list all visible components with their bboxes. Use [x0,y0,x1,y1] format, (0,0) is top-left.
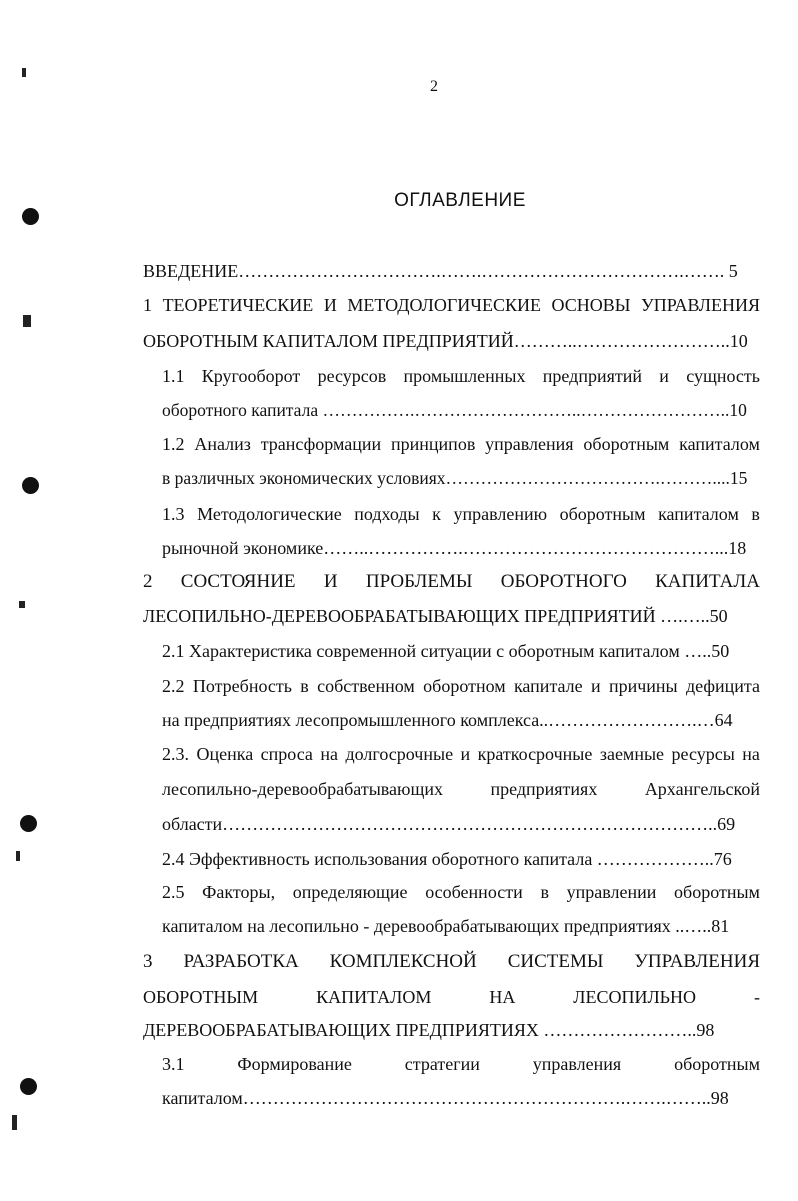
toc-chapter-3-line-3: ДЕРЕВООБРАБАТЫВАЮЩИХ ПРЕДПРИЯТИЯХ ……………………..98 [143,1020,715,1040]
toc-section-2-2-line-2: на предприятиях лесопромышленного комплекса..…………………….…64 [162,710,733,730]
toc-section-3-1-line-1: 3.1 Формирование стратегии управления оборотным [162,1054,760,1074]
scan-mark [19,601,25,608]
toc-section-2-3-line-1: 2.3. Оценка спроса на долгосрочные и краткосрочные заемные ресурсы на [162,744,760,764]
scan-mark [16,851,20,861]
scan-mark [22,68,26,77]
toc-chapter-2-line-1: 2 СОСТОЯНИЕ И ПРОБЛЕМЫ ОБОРОТНОГО КАПИТАЛА [143,571,760,592]
binder-hole [20,1078,37,1095]
toc-section-1-1-line-2: оборотного капитала …………….………………………..……………………..10 [162,400,747,420]
scan-mark [12,1115,17,1130]
page-number: 2 [430,78,438,95]
toc-chapter-2-line-2: ЛЕСОПИЛЬНО-ДЕРЕВООБРАБАТЫВАЮЩИХ ПРЕДПРИЯТИЙ ….…..50 [143,606,728,626]
toc-chapter-3-line-2: ОБОРОТНЫМ КАПИТАЛОМ НА ЛЕСОПИЛЬНО - [143,987,760,1007]
toc-section-2-5-line-2: капиталом на лесопильно - деревообрабатывающих предприятиях ..…..81 [162,916,730,936]
binder-hole [22,477,39,494]
toc-intro: ВВЕДЕНИЕ…………………………….…….…………………………….……. 5 [143,261,738,281]
toc-chapter-1-line-2: ОБОРОТНЫМ КАПИТАЛОМ ПРЕДПРИЯТИЙ………..……………………..10 [143,331,748,351]
binder-hole [20,815,37,832]
scan-mark [23,315,31,327]
toc-section-2-4: 2.4 Эффективность использования оборотного капитала ………………..76 [162,849,732,869]
toc-section-2-2-line-1: 2.2 Потребность в собственном оборотном капитале и причины дефицита [162,676,760,696]
toc-section-1-1-line-1: 1.1 Кругооборот ресурсов промышленных предприятий и сущность [162,366,760,386]
toc-section-2-5-line-1: 2.5 Факторы, определяющие особенности в управлении оборотным [162,882,760,902]
toc-section-1-3-line-2: рыночной экономике……..…………….……………………………………...18 [162,538,747,558]
toc-section-2-3-line-3: области………………………………………………………………………..69 [162,814,736,834]
toc-section-2-3-line-2: лесопильно-деревообрабатывающих предприятиях Архангельской [162,779,760,799]
toc-section-1-2-line-1: 1.2 Анализ трансформации принципов управления оборотным капиталом [162,434,760,454]
toc-section-2-1: 2.1 Характеристика современной ситуации с оборотным капиталом …..50 [162,641,730,661]
toc-chapter-1-line-1: 1 ТЕОРЕТИЧЕСКИЕ И МЕТОДОЛОГИЧЕСКИЕ ОСНОВЫ УПРАВЛЕНИЯ [143,295,760,315]
toc-section-1-3-line-1: 1.3 Методологические подходы к управлению оборотным капиталом в [162,504,760,524]
toc-section-3-1-line-2: капиталом……………………………………………………….…….……..98 [162,1088,729,1108]
toc-section-1-2-line-2: в различных экономических условиях……………………………….………....15 [162,468,748,488]
page-title: ОГЛАВЛЕНИЕ [394,190,526,211]
toc-chapter-3-line-1: 3 РАЗРАБОТКА КОМПЛЕКСНОЙ СИСТЕМЫ УПРАВЛЕНИЯ [143,951,760,972]
